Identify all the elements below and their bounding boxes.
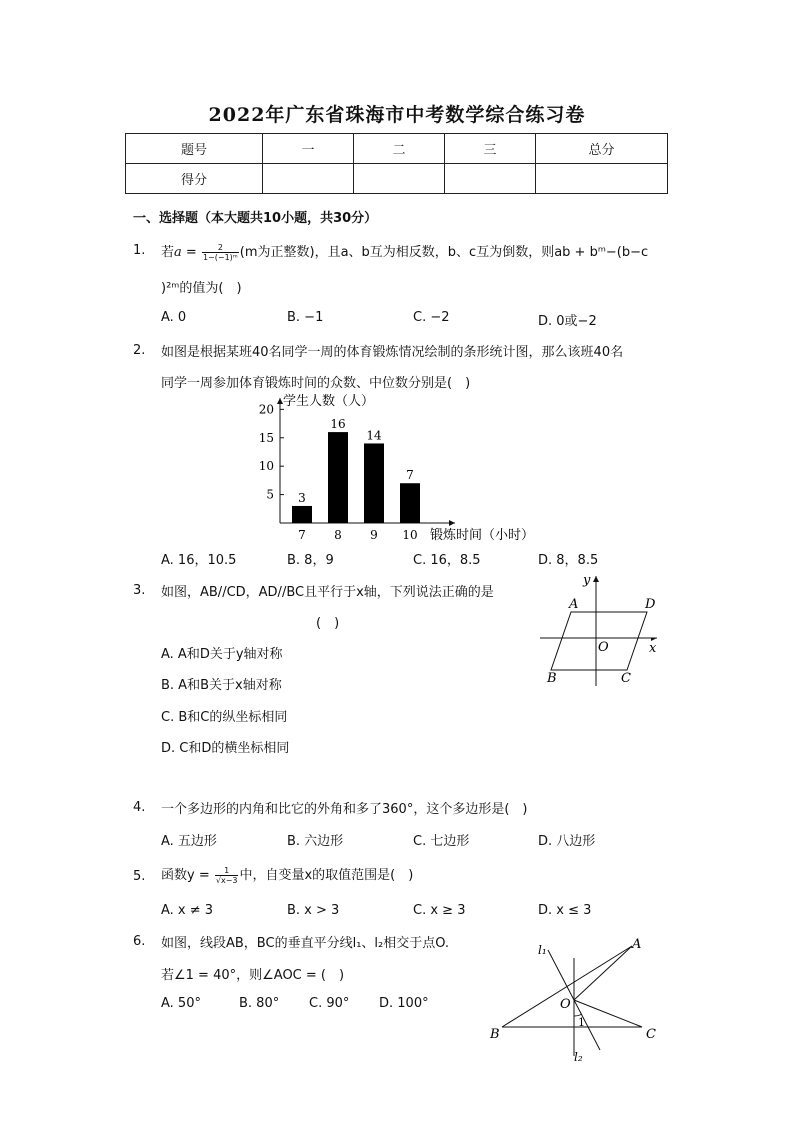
question-6-line-1: 如图，线段AB，BC的垂直平分线l₁、l₂相交于点O.	[161, 936, 450, 951]
option-d: D. C和D的横坐标相同	[161, 741, 290, 756]
bisector-figure	[482, 928, 672, 1063]
origin-label: O	[598, 640, 609, 655]
section-heading: 一、选择题（本大题共10小题，共30分）	[133, 211, 378, 226]
question-number: 6.	[133, 934, 146, 949]
q1-text-rest: (m为正整数)，且a、b互为相反数，b、c互为倒数，则ab + bᵐ−(b−c	[239, 245, 649, 260]
q5-frac-num: 1	[215, 866, 239, 876]
angle-1-label: 1	[578, 1016, 585, 1029]
q1-frac-den: 1−(−1)ᵐ	[202, 253, 238, 262]
option-d: D. 100°	[379, 996, 429, 1011]
y-tick-label: 15	[258, 430, 274, 445]
page-title: 2022年广东省珠海市中考数学综合练习卷	[208, 104, 586, 126]
x-axis-arrow	[449, 520, 455, 526]
option-b: B. 8，9	[287, 553, 334, 568]
point-b-label: B	[547, 671, 557, 686]
question-6-line-2: 若∠1 = 40°，则∠AOC = ( )	[161, 968, 345, 983]
option-a: A. x ≠ 3	[161, 903, 214, 918]
y-axis-label: y	[583, 573, 591, 588]
bar-9	[364, 443, 384, 523]
q5-text-pre: 函数y =	[161, 868, 214, 883]
point-c-label: C	[646, 1027, 656, 1042]
score-cell	[445, 164, 536, 194]
score-cell	[354, 164, 445, 194]
option-c: C. −2	[413, 310, 450, 325]
option-c: C. B和C的纵坐标相同	[161, 710, 288, 725]
x-tick-label: 9	[370, 528, 378, 542]
x-axis-label: x	[649, 641, 657, 656]
option-a: A. 0	[161, 310, 187, 325]
score-cell	[263, 164, 354, 194]
score-table-score-row	[126, 164, 668, 194]
q1-fraction	[202, 243, 239, 262]
point-a-label: A	[569, 597, 579, 612]
x-tick-label: 10	[402, 528, 418, 542]
option-a: A. A和D关于y轴对称	[161, 647, 283, 662]
chart-bars	[292, 432, 420, 523]
score-table-header-row	[126, 134, 668, 164]
option-d: D. 0或−2	[538, 314, 597, 329]
score-table	[125, 133, 668, 194]
option-b: B. 80°	[239, 996, 280, 1011]
question-number: 2.	[133, 343, 146, 358]
question-number: 5.	[133, 869, 146, 884]
option-a: A. 50°	[161, 996, 201, 1011]
option-c: C. 16，8.5	[413, 553, 481, 568]
option-d: D. x ≤ 3	[538, 903, 592, 918]
point-c-label: C	[621, 671, 631, 686]
question-3-line-2: ( )	[316, 616, 340, 631]
option-b: B. x > 3	[287, 903, 340, 918]
q1-eq: =	[181, 245, 201, 260]
l1-label: l₁	[538, 943, 547, 957]
y-axis-arrow	[593, 576, 599, 582]
score-header-cell: 题号	[126, 134, 263, 164]
question-2-line-1: 如图是根据某班40名同学一周的体育锻炼情况绘制的条形统计图，那么该班40名	[161, 345, 624, 360]
parallelogram-figure	[535, 568, 665, 688]
bar-10	[400, 483, 420, 523]
option-c: C. 七边形	[413, 834, 470, 849]
option-a: A. 五边形	[161, 834, 217, 849]
x-tick-label: 7	[298, 528, 306, 542]
bar-8	[328, 432, 348, 523]
bar-value-label: 14	[366, 428, 382, 443]
y-tick-label: 5	[266, 487, 274, 502]
q1-var-a: a	[174, 245, 182, 260]
point-a-label: A	[632, 937, 642, 952]
question-number: 1.	[133, 243, 146, 258]
q5-fraction	[215, 866, 239, 885]
bar-value-label: 7	[406, 468, 414, 483]
l2-label: l₂	[574, 1050, 583, 1063]
question-number: 3.	[133, 583, 146, 598]
score-header-cell: 总分	[536, 134, 668, 164]
q5-frac-den: √x−3	[215, 876, 238, 885]
point-d-label: D	[645, 597, 656, 612]
question-number: 4.	[133, 800, 146, 815]
score-header-cell: 二	[354, 134, 445, 164]
bar-7	[292, 506, 312, 523]
bar-value-label: 3	[298, 490, 306, 505]
segment-oa	[574, 946, 632, 1000]
q5-text-rest: 中，自变量x的取值范围是( )	[239, 868, 414, 883]
score-header-cell: 一	[263, 134, 354, 164]
y-axis-title: 学生人数（人）	[283, 394, 375, 409]
question-5-line-1	[161, 864, 413, 885]
bar-chart	[250, 388, 550, 548]
question-1-line-1	[161, 241, 648, 262]
option-a: A. 16，10.5	[161, 553, 237, 568]
score-header-cell: 三	[445, 134, 536, 164]
q1-frac-num: 2	[202, 243, 239, 253]
option-c: C. x ≥ 3	[413, 903, 466, 918]
score-cell	[536, 164, 668, 194]
x-axis-title: 锻炼时间（小时）	[430, 528, 535, 543]
option-b: B. A和B关于x轴对称	[161, 678, 282, 693]
question-2-line-2: 同学一周参加体育锻炼时间的众数、中位数分别是( )	[161, 376, 471, 391]
bar-value-label: 16	[330, 417, 346, 432]
option-b: B. 六边形	[287, 834, 344, 849]
point-b-label: B	[490, 1027, 500, 1042]
question-3-line-1: 如图，AB//CD，AD//BC且平行于x轴，下列说法正确的是	[161, 585, 494, 600]
point-o-label: O	[560, 997, 571, 1012]
option-d: D. 八边形	[538, 834, 596, 849]
option-b: B. −1	[287, 310, 324, 325]
question-1-line-2: )²ᵐ的值为( )	[161, 281, 242, 296]
option-d: D. 8，8.5	[538, 553, 599, 568]
x-tick-label: 8	[334, 528, 342, 542]
q1-text-pre: 若	[161, 245, 175, 260]
option-c: C. 90°	[309, 996, 350, 1011]
y-tick-label: 10	[258, 459, 274, 474]
y-tick-label: 20	[258, 402, 274, 417]
question-4-line-1: 一个多边形的内角和比它的外角和多了360°，这个多边形是( )	[161, 802, 528, 817]
score-row-label: 得分	[126, 164, 263, 194]
